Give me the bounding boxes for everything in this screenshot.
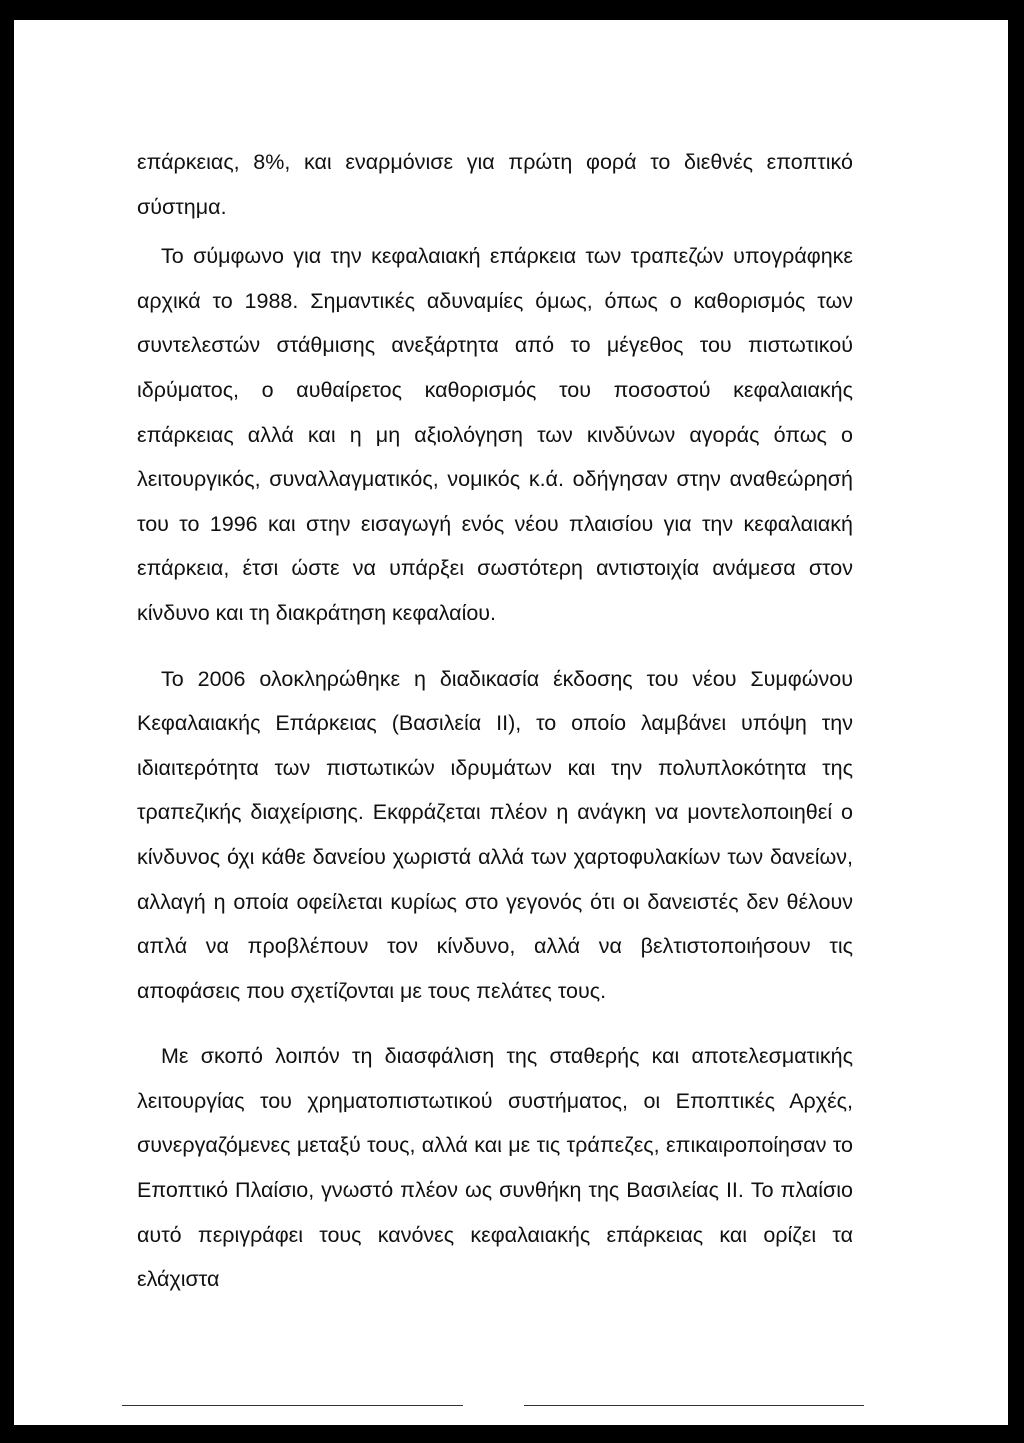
document-page — [14, 20, 1008, 1425]
body-text — [137, 140, 853, 1302]
paragraph-supervisory-framework: Με σκοπό λοιπόν τη διασφάλιση της σταθερής και αποτελεσματικής λειτουργίας του χρηματοπιστωτικού συστήματος, οι Εποπτικές Αρχές, συνεργαζόμενες μεταξύ τους, αλλά και με τις τράπεζες, επικαιροποίησαν το Εποπτικό Πλαίσιο, γνωστό πλέον ως συνθήκη της Βασιλείας II. Το πλαίσιο αυτό περιγράφει τους κανόνες κεφαλαιακής επάρκειας και ορίζει τα ελάχιστα — [137, 1044, 853, 1292]
footer-divider-left — [122, 1405, 463, 1406]
paragraph-continuation: επάρκειας, 8%, και εναρμόνισε για πρώτη φορά το διεθνές εποπτικό σύστημα. — [137, 150, 853, 219]
paragraph-basel-ii: Το 2006 ολοκληρώθηκε η διαδικασία έκδοσης του νέου Συμφώνου Κεφαλαιακής Επάρκειας (Βασιλεία II), το οποίο λαμβάνει υπόψη την ιδιαιτερότητα των πιστωτικών ιδρυμάτων και την πολυπλοκότητα της τραπεζικής διαχείρισης. Εκφράζεται πλέον η ανάγκη να μοντελοποιηθεί ο κίνδυνος όχι κάθε δανείου χωριστά αλλά των χαρτοφυλακίων των δανείων, αλλαγή η οποία οφείλεται κυρίως στο γεγονός ότι οι δανειστές δεν θέλουν απλά να προβλέπουν τον κίνδυνο, αλλά να βελτιστοποιήσουν τις αποφάσεις που σχετίζονται με τους πελάτες τους. — [137, 666, 853, 1003]
footer-divider-right — [524, 1405, 864, 1406]
paragraph-basel-i: Το σύμφωνο για την κεφαλαιακή επάρκεια των τραπεζών υπογράφηκε αρχικά το 1988. Σημαντικές αδυναμίες όμως, όπως ο καθορισμός των συντελεστών στάθμισης ανεξάρτητα από το μέγεθος του πιστωτικού ιδρύματος, ο αυθαίρετος καθορισμός του ποσοστού κεφαλαιακής επάρκειας αλλά και η μη αξιολόγηση των κινδύνων αγοράς όπως ο λειτουργικός, συναλλαγματικός, νομικός κ.ά. οδήγησαν στην αναθεώρησή του το 1996 και στην εισαγωγή ενός νέου πλαισίου για την κεφαλαιακή επάρκεια, έτσι ώστε να υπάρξει σωστότερη αντιστοιχία ανάμεσα στον κίνδυνο και τη διακράτηση κεφαλαίου. — [137, 244, 853, 625]
